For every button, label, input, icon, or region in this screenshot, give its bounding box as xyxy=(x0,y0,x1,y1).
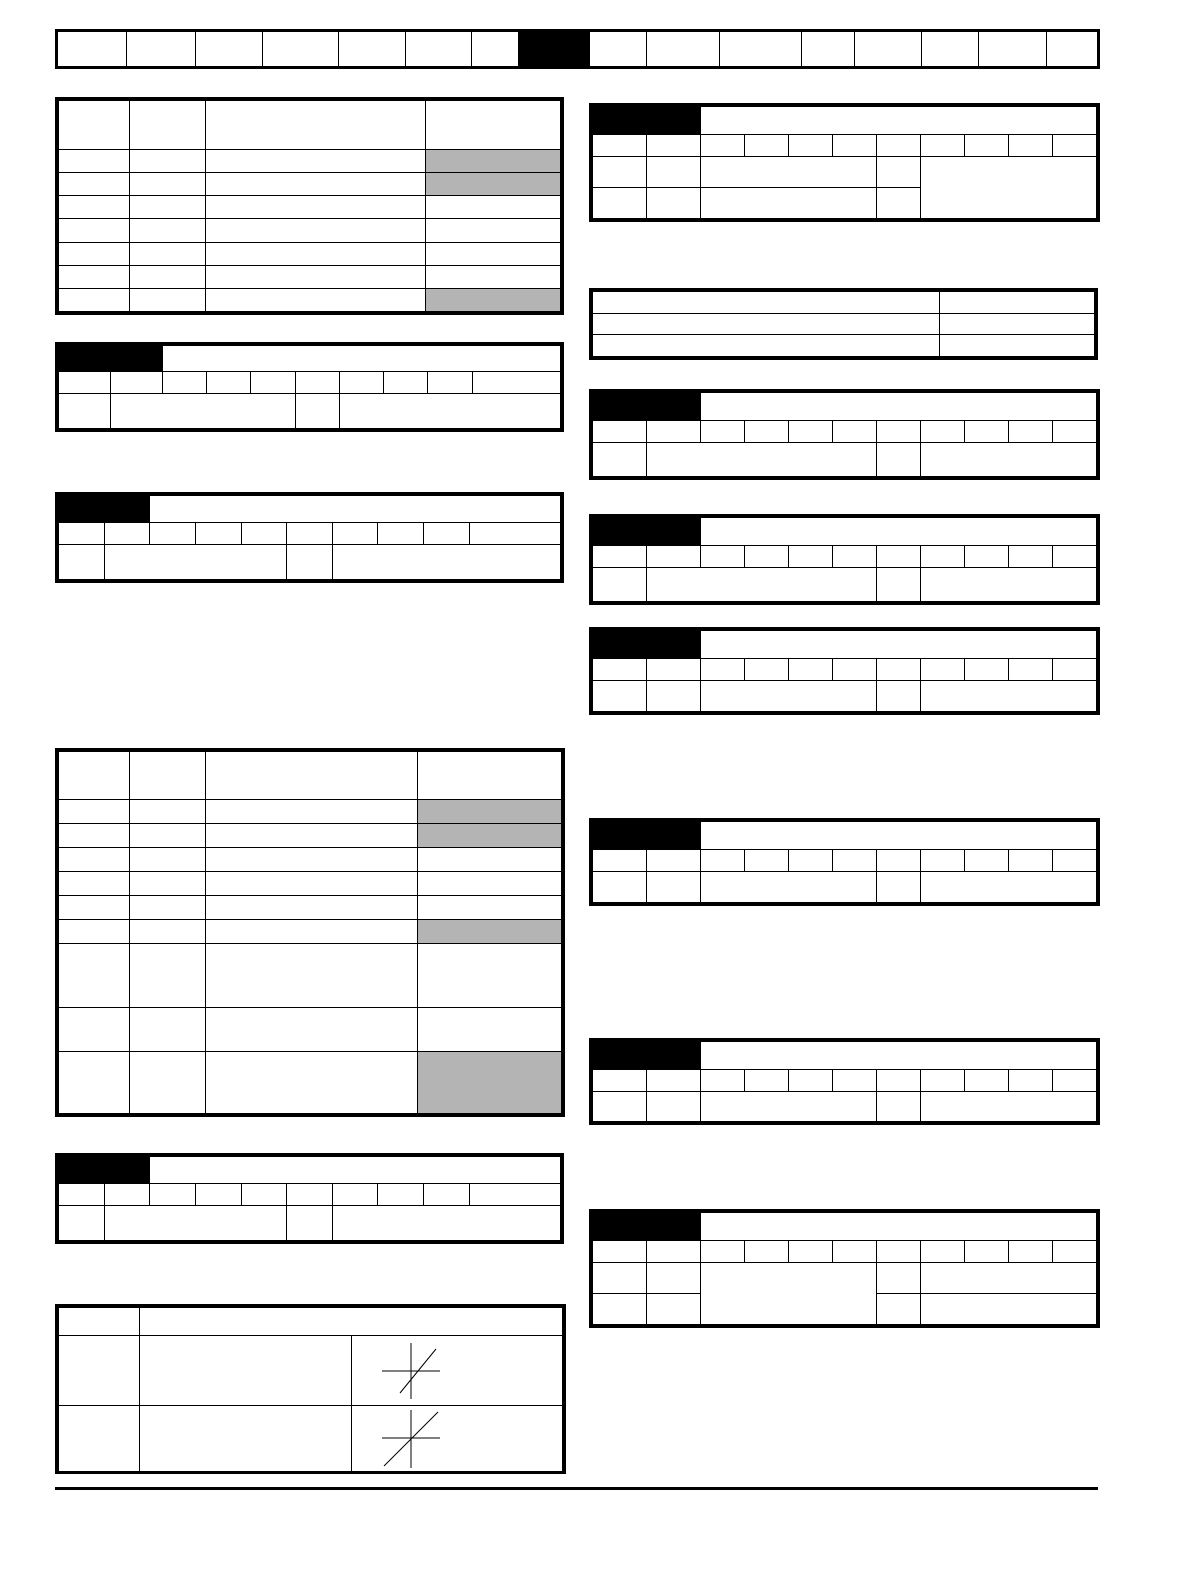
tab-4[interactable] xyxy=(263,31,339,68)
bit-parameter-box xyxy=(589,627,1100,715)
value-table xyxy=(589,288,1098,360)
graph-icon xyxy=(351,1336,563,1406)
bit-parameter-box xyxy=(589,1038,1100,1125)
tab-10[interactable] xyxy=(647,31,720,68)
parameter-table-2 xyxy=(55,748,565,1117)
graph-icon xyxy=(351,1406,563,1473)
footer-rule xyxy=(55,1487,1098,1490)
tab-7[interactable] xyxy=(472,31,519,68)
bit-parameter-box xyxy=(55,492,564,583)
tab-6[interactable] xyxy=(406,31,472,68)
parameter-table-1 xyxy=(55,97,564,315)
bit-parameter-box xyxy=(589,1209,1100,1328)
tab-active[interactable] xyxy=(519,31,590,68)
tab-11[interactable] xyxy=(720,31,802,68)
bit-parameter-box xyxy=(55,342,564,432)
tab-9[interactable] xyxy=(590,31,647,68)
tab-3[interactable] xyxy=(196,31,263,68)
bit-parameter-box xyxy=(589,103,1100,222)
bit-parameter-box xyxy=(55,1153,564,1244)
tab-16[interactable] xyxy=(1047,31,1099,68)
bit-parameter-box xyxy=(589,389,1100,480)
tab-14[interactable] xyxy=(922,31,979,68)
tab-5[interactable] xyxy=(339,31,406,68)
bit-parameter-box xyxy=(589,514,1100,605)
tab-15[interactable] xyxy=(979,31,1047,68)
top-tab-bar xyxy=(55,29,1100,69)
graph-table xyxy=(55,1304,566,1474)
tab-13[interactable] xyxy=(855,31,922,68)
tab-12[interactable] xyxy=(802,31,855,68)
tab-2[interactable] xyxy=(127,31,196,68)
bit-parameter-box xyxy=(589,818,1100,906)
tab-1[interactable] xyxy=(57,31,127,68)
